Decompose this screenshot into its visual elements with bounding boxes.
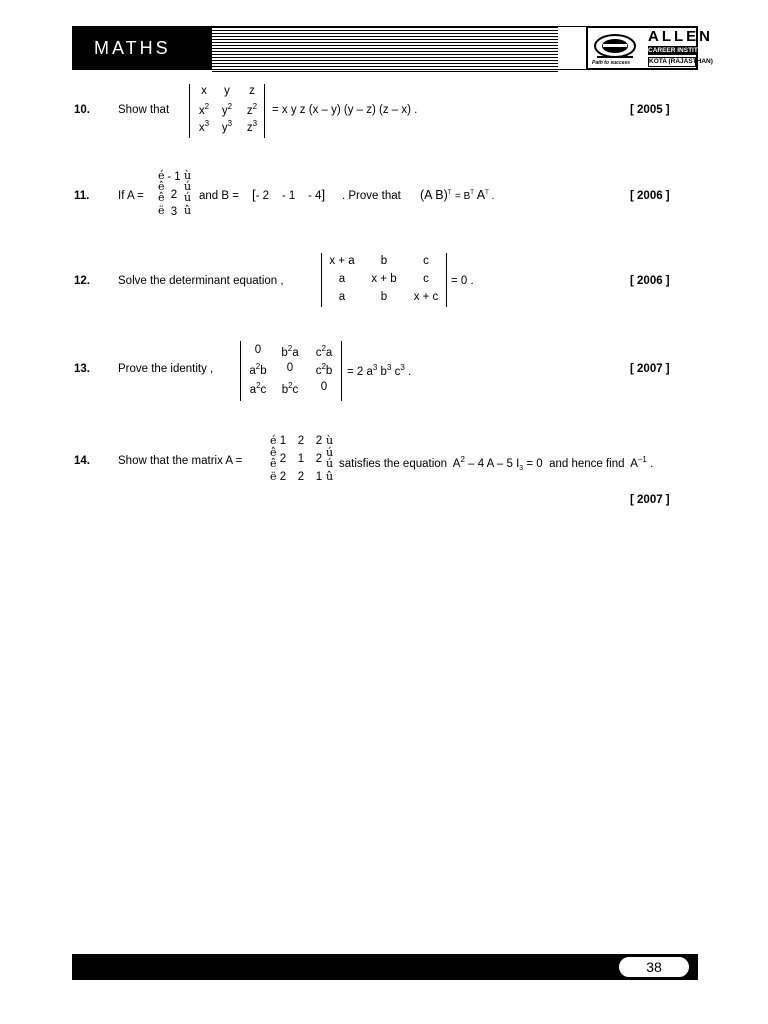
header-gap [558,26,586,70]
matrix-cell: x [201,85,207,97]
matrix-cell: $b^2a$ [281,344,299,359]
matrix-cell: $c^2b$ [315,362,333,377]
matrix-cell: x + a [329,255,355,267]
bracket-open: [ [252,187,256,202]
matrix-cell: 2 [315,453,323,465]
matrix-cell: 2 [279,471,287,483]
matrix-cell: c [423,255,429,267]
question-tail: satisfies the equation $A^2 - 4$ A – 5 $I_3 = 0$ and hence find $A^{-1}$ . [339,455,654,473]
matrix-cell: a [338,273,346,285]
matrix-cell: 2 [315,435,323,447]
matrix-cell: 1 [315,471,323,483]
matrix-a: é ê ê ë 1 2 2 2 1 2 2 2 1 ù ú ú û [270,434,334,483]
matrix-cell: $y^3$ [221,119,233,134]
transpose-mark: T [447,189,452,196]
identity-end: A [476,188,486,202]
question-rhs: = 0 . [451,275,474,287]
matrix-cell: b [380,291,388,303]
row-matrix-values: - 2 - 1 - 4 [255,190,322,202]
question-number: 13. [74,363,90,375]
question-number: 11. [74,190,90,202]
question-lead: Show that [118,104,170,116]
matrix-cell: 0 [320,381,328,393]
matrix-cell: y [224,85,230,97]
page-number: 38 [618,956,690,978]
institute-logo [586,26,713,70]
matrix-cell: 1 [279,435,287,447]
institute-name: ALLEN [648,28,713,45]
matrix-cell: 1 [297,453,305,465]
matrix-cell: $x^3$ [198,119,210,134]
matrix-cell: c [423,273,429,285]
matrix-cell: $y^2$ [221,102,233,117]
page-header [72,26,713,70]
page-footer [72,954,698,980]
question-rhs: = x y z (x – y) (y – z) (z – x) . [272,104,418,116]
matrix-cell: $b^2c$ [281,381,299,396]
question-rhs: = 2 $a^3$ $b^3$ $c^3$ . [347,363,412,378]
matrix-cell: 3 [170,206,178,218]
matrix-cell: a [338,291,346,303]
matrix-cell: 2 [297,471,305,483]
question-lead: Solve the determinant equation , [118,275,284,287]
matrix-cell: $x^2$ [198,102,210,117]
year-badge: [ 2007 ] [630,494,670,506]
determinant [189,84,265,138]
logo-tagline: Path to success [592,60,631,66]
transpose-mark: T [470,189,474,196]
matrix-cell: 2 [279,453,287,465]
matrix-cell: 2 [297,435,305,447]
year-badge: [ 2006 ] [630,190,670,202]
header-stripes [212,26,558,72]
transpose-mark: T [485,189,489,196]
identity: (A $B)^T = B^T$ $A^T$ . [420,188,495,202]
year-badge: [ 2006 ] [630,275,670,287]
institute-line-3: KOTA (RAJASTHAN) [649,58,713,65]
bracket-close: ] [321,187,326,202]
row-matrix [252,187,325,202]
institute-line-2: CAREER INSTITUTE [648,47,711,54]
matrix-cell: 0 [286,362,294,374]
matrix-cell: 0 [254,344,262,356]
matrix-cell: z [249,85,255,97]
matrix-cell: - 1 [167,171,181,183]
matrix-cell: $a^2c$ [249,381,267,396]
question-lead: Prove the identity , [118,363,214,375]
question-number: 14. [74,455,90,467]
subject-title: MATHS [72,26,212,70]
question-tail: . Prove that [342,190,401,202]
question-lead: Show that the matrix A = [118,455,243,467]
matrix-cell: x + c [413,291,439,303]
matrix-cell: $z^2$ [246,102,258,117]
determinant [240,341,342,401]
year-badge: [ 2005 ] [630,104,670,116]
identity-rhs: = B [454,191,471,202]
column-matrix: é ê ê ë - 1 2 3 ù ú ú û [158,169,192,218]
question-lead: If A = [118,190,144,202]
matrix-cell: $z^3$ [246,119,258,134]
question-number: 12. [74,275,90,287]
matrix-cell: b [380,255,388,267]
question-middle: and B = [199,190,239,202]
matrix-cell: $c^2a$ [315,344,333,359]
matrix-cell: 2 [170,189,178,201]
matrix-cell: $a^2b$ [249,362,267,377]
year-badge: [ 2007 ] [630,363,670,375]
question-number: 10. [74,104,90,116]
determinant [321,253,447,307]
identity-lhs: (A B) [420,188,448,202]
matrix-cell: x + b [371,273,397,285]
